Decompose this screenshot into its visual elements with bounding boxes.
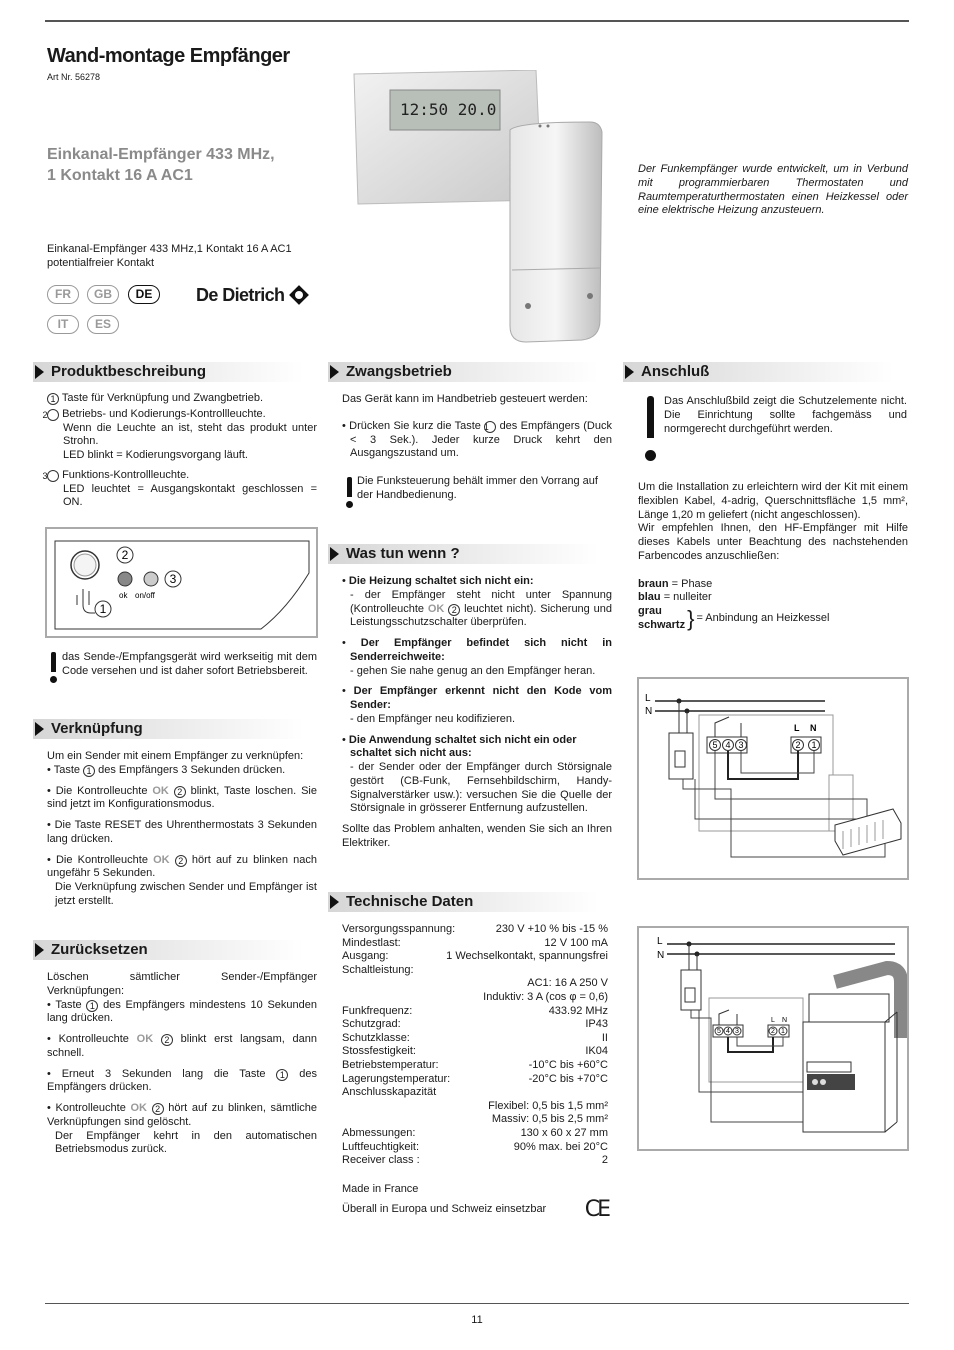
tech-value: 230 V +10 % bis -15 % (495, 923, 608, 935)
number-2-icon: 2 (47, 409, 59, 421)
tech-label: Funkfrequenz: (342, 1004, 413, 1017)
tech-value: 90% max. bei 20°C (513, 1140, 608, 1153)
terminal-4: 4 (725, 740, 731, 750)
tech-value: 130 x 60 x 27 mm (520, 1126, 608, 1139)
tech-label: Schutzklasse: (342, 1031, 410, 1044)
tech-value: -20°C bis +70°C (528, 1072, 608, 1085)
lang-es[interactable]: ES (87, 315, 119, 334)
tech-value: 433.92 MHz (548, 1004, 608, 1017)
tech-value: IK04 (585, 1045, 608, 1058)
tech-label: Ausgang: (342, 950, 389, 963)
tech-label: Mindestlast: (342, 936, 401, 949)
tech-table: Versorgungsspannung: 230 V +10 % bis -15 % Mindestlast: 12 V 100 mA Ausgang: 1 Wechselkontakt, spannungsfrei Schaltleistung: AC1: 16 A 250 V Induktiv: 3 A (cos φ = 0,6) Funkfrequenz: 433.92 MHz Schutzgrad: IP43 Schutzklasse: II Stossfestigkeit: IK04 Betriebstemperatur: -10°C bis +60°C Lagerungstemperatur: -20°C bis +70°C Anschlusskapazität Flexibel: 0,5 bis 1,5 mm² Massiv: 0,5 bis 2,5 mm² Abmessungen: 130 x 60 x 27 mm Luftfeuchtigkeit: 90% max. bei 20°C Receiver class : 2 Made in France Überall in Europa und Schweiz einsetzbar CE (342, 923, 608, 1223)
produkt-list: 1 Taste für Verknüpfung und Zwangbetrieb. 2 Betriebs- und Kodierungs-Kontrollleuchte. Wenn die Leuchte an ist, steht das produkt unter Strohn. LED blinkt = Kodierungsvorgang läuft. 3 Funktions-Kontrollleuchte. LED leuchtet = Ausgangskontakt geschlossen = ON. (42, 392, 317, 509)
wiring-diagram-boiler (637, 926, 909, 1151)
page-number: 11 (471, 1314, 483, 1326)
tech-label: Schutzgrad: (342, 1018, 401, 1031)
svg-text:2: 2 (771, 1028, 775, 1035)
tech-value: 2 (601, 1154, 608, 1167)
svg-text:4: 4 (726, 1028, 730, 1035)
product-photo (350, 70, 612, 346)
bottom-rule (45, 1303, 909, 1304)
anschluss-text: Um die Installation zu erleichtern wird der Kit mit einem flexiblen Kabel, 4-adrig, Querschnittsfläche 1,5 mm², Länge 1,20 m geliefert (nicht angeschlossen). Wir empfehlen Ihnen, den HF-Empfänger mit Hilfe dieses Kabels unter Beachtung des nachstehenden Farbencodes anzuschließen: braun = Phase blau = nulleiter grau schwartz } = Anbindung an Heizkessel (638, 481, 908, 631)
tech-row (342, 1059, 608, 1073)
tech-row (342, 1113, 608, 1127)
tech-row (342, 1141, 608, 1155)
number-3-icon: 3 (47, 470, 59, 482)
tech-row (342, 1032, 608, 1046)
lang-de[interactable]: DE (128, 285, 160, 304)
ce-mark: CE (584, 1197, 608, 1223)
diagram-label-2: 2 (121, 548, 129, 562)
tech-value: 1 Wechselkontakt, spannungsfrei (446, 950, 608, 963)
tech-row (342, 1127, 608, 1141)
wastun-list: • Die Heizung schaltet sich nicht ein: - der Empfänger steht nicht unter Spannung (Kontrolleuchte OK 2 leuchtet nicht). Sicherung und Leistungsschutzschalter überprüfen. • Der Empfänger befindet sich nicht in Senderreichweite: - gehen Sie nahe genug an den Empfänger heran. • Der Empfänger erkennt nicht den Kode vom Sender: - den Empfänger neu kodifizieren. • Die Anwendung schaltet sich nicht ein oder schaltet sich nicht aus: - der Sender oder der Empfänger durch Störsignale gestört (CB-Funk, Fernsehbildschirm, Handy-Signalverstärker usw.): versuchen Sie die Quelle der Störsignale in grösserer Entfernung aufzustellen. Sollte das Problem anhalten, wenden Sie sich an Ihren Elektriker. (342, 575, 612, 849)
tech-value: AC1: 16 A 250 V (527, 977, 608, 990)
tech-row (342, 1045, 608, 1059)
tech-value: IP43 (585, 1018, 608, 1031)
tech-row (342, 950, 608, 964)
label-onoff: on/off (135, 591, 155, 600)
tech-label: Receiver class : (342, 1154, 420, 1167)
tech-label: Betriebstemperatur: (342, 1058, 439, 1071)
lang-fr[interactable]: FR (47, 285, 79, 304)
terminal-5: 5 (712, 740, 718, 750)
tech-row (342, 964, 608, 978)
produkt-warning: das Sende-/Empfangsgerät wird werkseitig mit dem Code versehen und ist daher sofort Betriebsbereit. (62, 651, 317, 677)
number-1-icon: 1 (47, 393, 59, 405)
section-heading-zwangsbetrieb: Zwangsbetrieb (328, 362, 613, 382)
intro-text: Der Funkempfänger wurde entwickelt, um in Verbund mit programmierbaren Thermostaten und Raumtemperaturthermostaten einen Heizkessel oder eine elektrische Heizung anzusteuern. (638, 163, 908, 217)
lang-it[interactable]: IT (47, 315, 79, 334)
brand-logo: De Dietrich (196, 284, 309, 307)
tech-row (342, 1100, 608, 1114)
product-short-description: Einkanal-Empfänger 433 MHz,1 Kontakt 16 A AC1 potentialfreier Kontakt (47, 243, 292, 269)
svg-text:L: L (771, 1017, 775, 1024)
tech-label: Stossfestigkeit: (342, 1045, 416, 1058)
tech-row (342, 923, 608, 937)
tech-label: Schaltleistung: (342, 963, 414, 976)
terminal-2: 2 (795, 740, 801, 750)
page-title: Wand-montage Empfänger (47, 45, 290, 67)
tech-value: Massiv: 0,5 bis 2,5 mm² (491, 1113, 608, 1126)
article-number: Art Nr. 56278 (47, 72, 101, 82)
tech-value: 12 V 100 mA (544, 936, 608, 949)
warning-icon (343, 477, 355, 508)
tech-value: Flexibel: 0,5 bis 1,5 mm² (488, 1099, 608, 1112)
brand-emblem-icon (289, 285, 309, 305)
product-subtitle: Einkanal-Empfänger 433 MHz, 1 Kontakt 16 A AC1 (47, 146, 275, 184)
section-heading-anschluss: Anschluß (623, 362, 908, 382)
wire-label-n: N (645, 706, 653, 717)
terminal-1: 1 (811, 740, 817, 750)
verk-text: Um ein Sender mit einem Empfänger zu verknüpfen: • Taste 1 des Empfängers 3 Sekunden drücken. • Die Kontrolleuchte OK 2 blinkt, Taste loschen. Sie sind jetzt im Konfigurationsmodus. • Die Taste RESET des Uhrenthermostats 3 Sekunden lang drücken. • Die Kontrolleuchte OK 2 hört auf zu blinken nach ungefähr 5 Sekunden. Die Verknüpfung zwischen Sender und Empfänger ist jetzt erstellt. (47, 750, 317, 907)
tech-row (342, 1005, 608, 1019)
wire-label-n: N (657, 950, 665, 961)
lang-gb[interactable]: GB (87, 285, 119, 304)
section-heading-technische-daten: Technische Daten (328, 892, 613, 912)
tech-label: Lagerungstemperatur: (342, 1072, 451, 1085)
tech-row (342, 977, 608, 991)
top-rule (45, 20, 909, 22)
tech-row (342, 1018, 608, 1032)
tech-label: Versorgungsspannung: (342, 923, 456, 935)
tech-value: Induktiv: 3 A (cos φ = 0,6) (483, 990, 608, 1003)
anschluss-warning: Das Anschlußbild zeigt die Schutzelemente nicht. Die Einrichtung sollte fachgemäss und normgerecht durchgeführt werden. (664, 395, 907, 435)
warning-icon (643, 396, 657, 461)
hand-press-icon (77, 589, 95, 613)
terminal-label-n: N (810, 723, 817, 733)
diagram-label-3: 3 (169, 572, 177, 586)
label-ok: ok (119, 591, 128, 600)
tech-label: Anschlusskapazität (342, 1086, 437, 1099)
svg-text:N: N (782, 1017, 788, 1024)
brace-icon: } (687, 606, 695, 631)
wire-label-l: L (645, 693, 651, 704)
tech-value: -10°C bis +60°C (528, 1058, 608, 1071)
diagram-label-1: 1 (99, 602, 107, 616)
tech-label: Luftfeuchtigkeit: (342, 1140, 420, 1153)
svg-text:3: 3 (735, 1028, 739, 1035)
zwang-warning: Die Funksteuerung behält immer den Vorrang auf der Handbedienung. (357, 475, 598, 501)
section-heading-was-tun-wenn: Was tun wenn ? (328, 544, 613, 564)
zurueck-text: Löschen sämtlicher Sender-/Empfänger Verknüpfungen: • Taste 1 des Empfängers mindestens 10 Sekunden lang drücken. • Kontrolleuchte OK 2 blinkt erst langsam, dann schnell. • Erneut 3 Sekunden lang die Taste 1 des Empfängers drücken. • Kontrolleuchte OK 2 hört auf zu blinken, sämtliche Verknüpfungen sind gelöscht. Der Empfänger kehrt in den automatischen Betriebsmodus zurück. (47, 971, 318, 1156)
section-heading-zuruecksetzen: Zurücksetzen (33, 940, 318, 960)
tech-row (342, 1154, 608, 1168)
receiver-front-diagram (45, 527, 318, 638)
tech-label: Abmessungen: (342, 1126, 416, 1139)
section-heading-produktbeschreibung: Produktbeschreibung (33, 362, 318, 382)
terminal-label-l: L (794, 723, 800, 733)
zwang-text: Das Gerät kann im Handbetrieb gesteuert werden: • Drücken Sie kurz die Taste 1 des Empfängers (Duck < 3 Sek.). Jeder kurze Druck kehrt den Ausgangszustand um. (342, 393, 612, 460)
terminal-3: 3 (738, 740, 744, 750)
section-heading-verknuepfung: Verknüpfung (33, 719, 318, 739)
tech-value: II (601, 1031, 608, 1044)
tech-row (342, 1086, 608, 1100)
tech-row (342, 991, 608, 1005)
wiring-diagram-heater (637, 677, 909, 880)
thermostat-display: 12:50 20.0 (400, 100, 497, 119)
tech-row (342, 1073, 608, 1087)
svg-text:1: 1 (781, 1028, 785, 1035)
warning-icon (47, 652, 59, 683)
tech-row (342, 937, 608, 951)
svg-text:5: 5 (717, 1028, 721, 1035)
wire-label-l: L (657, 936, 663, 947)
